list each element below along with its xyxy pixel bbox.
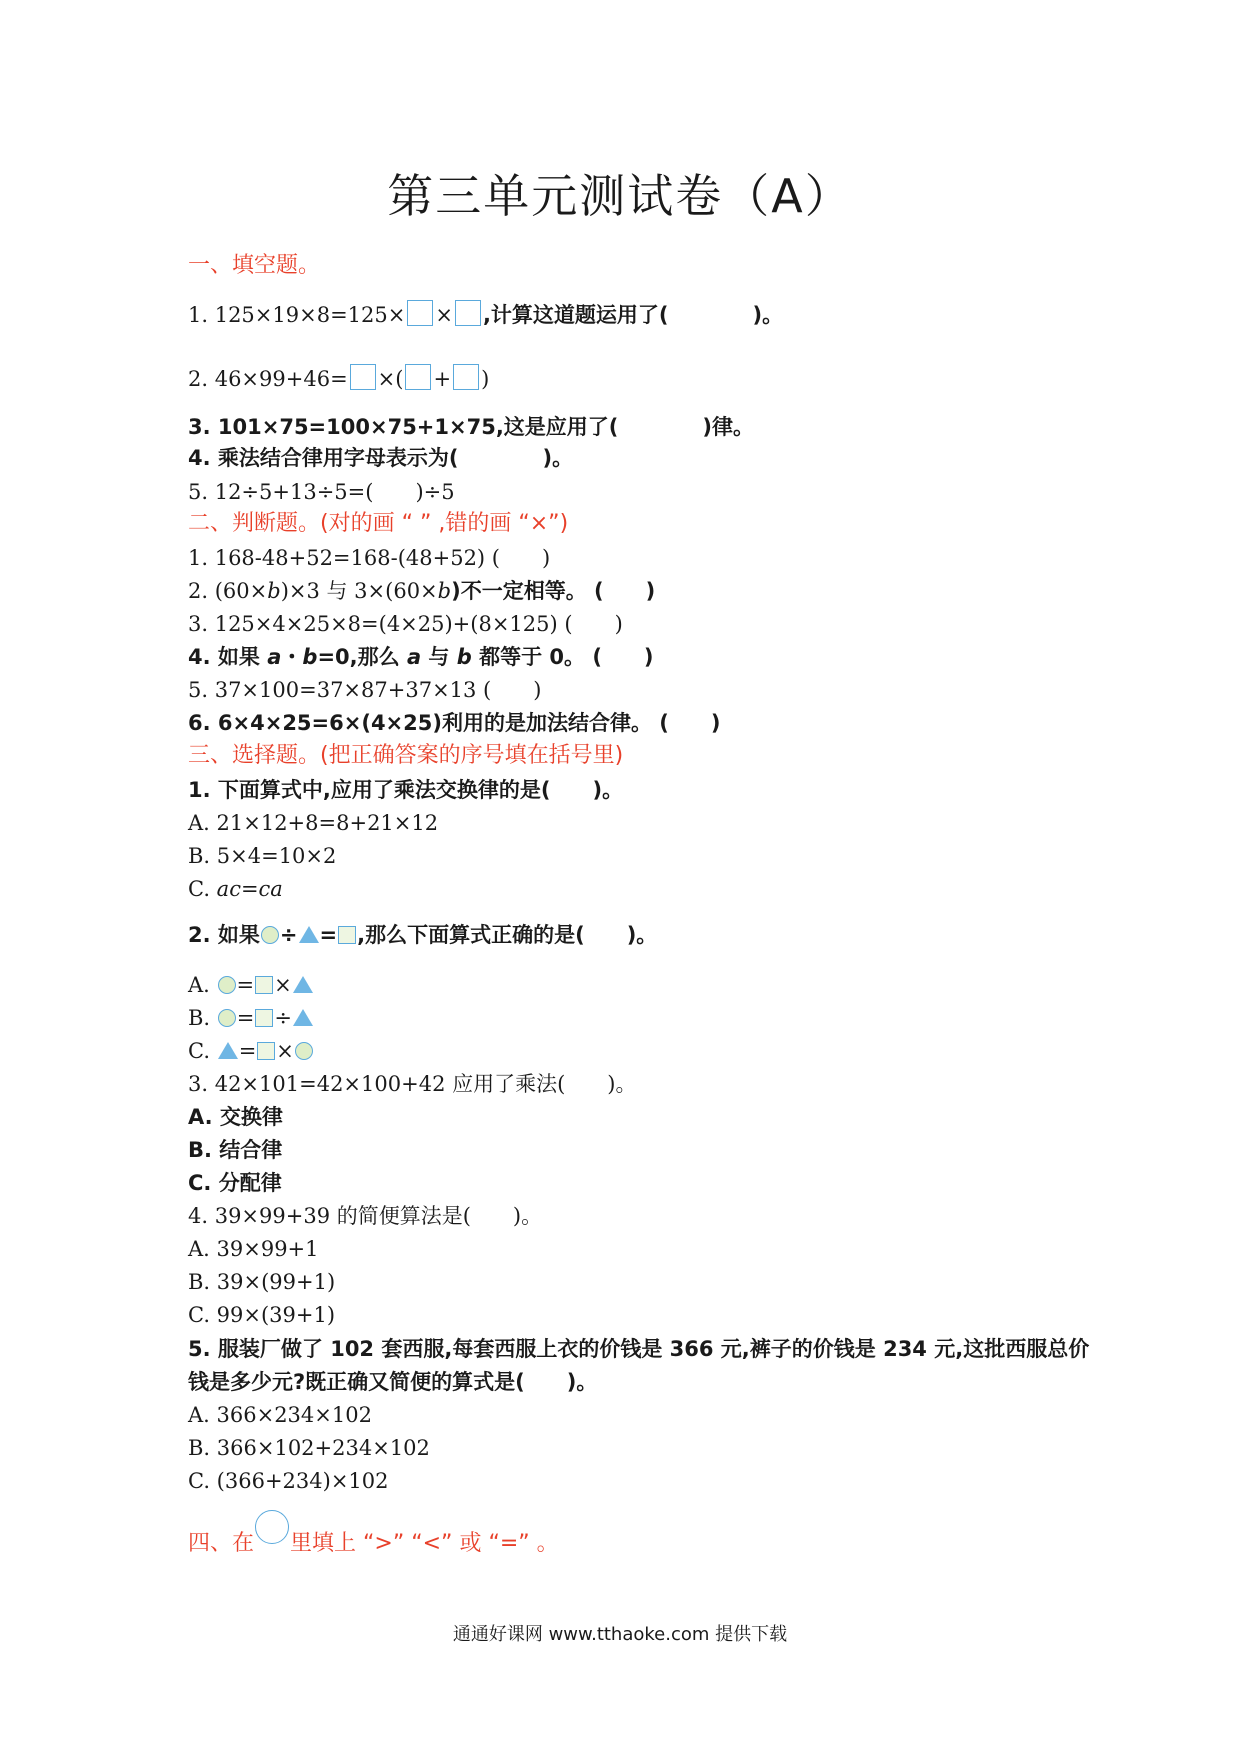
s2-q4 [188,643,654,671]
s2-q2-p1: 2. (60× [188,579,268,603]
s2-q4-var: b [456,645,472,669]
s3-q5-option-b: B. 366×102+234×102 [188,1436,430,1460]
section3-heading: 三、选择题。(把正确答案的序号填在括号里) [188,743,624,768]
footer-text: 通通好课网 www.tthaoke.com 提供下载 [452,1624,788,1645]
s3-q2-tail: ,那么下面算式正确的是( )。 [357,923,658,947]
option-label: C. [188,1039,210,1063]
s3-q4: 4. 39×99+39 的简便算法是( )。 [188,1204,543,1228]
square-icon [338,926,356,944]
div-sign: ÷ [274,1006,293,1030]
s2-q2-var: b [267,579,281,603]
answer-box[interactable] [405,364,431,390]
square-icon [255,1009,273,1027]
answer-box[interactable] [350,364,376,390]
triangle-icon [293,1009,313,1026]
option-label: B. [188,1006,211,1030]
s1-q4: 4. 乘法结合律用字母表示为( )。 [188,446,574,470]
square-icon [257,1042,275,1060]
s3-q2-p1: 2. 如果 [188,923,260,947]
answer-box[interactable] [453,364,479,390]
option-label: A. [188,973,210,997]
s2-q4-p2: =0,那么 [317,645,407,669]
s3-q3-option-c: C. 分配律 [188,1171,282,1195]
s2-q3: 3. 125×4×25×8=(4×25)+(8×125) ( ) [188,612,623,636]
eq-sign: = [236,1006,255,1030]
s1-q2-plus: + [433,367,452,391]
s2-q2-p3: )不一定相等。 ( ) [451,579,656,603]
s3-q2 [188,921,657,949]
s1-q1 [188,300,783,329]
s1-q2-text: 2. 46×99+46= [188,367,348,391]
times-sign: × [274,973,292,997]
answer-box[interactable] [407,300,433,326]
s1-q5: 5. 12÷5+13÷5=( )÷5 [188,480,455,504]
s2-q1: 1. 168-48+52=168-(48+52) ( ) [188,546,551,570]
s3-q1-option-b: B. 5×4=10×2 [188,844,337,868]
s3-q5-line1: 5. 服装厂做了 102 套西服,每套西服上衣的价钱是 366 元,裤子的价钱是 234 元,这批西服总价 [188,1337,1090,1361]
eq-sign: = [238,1039,257,1063]
circle-icon [295,1042,313,1060]
circle-icon [255,1510,289,1544]
eq-sign: = [236,973,255,997]
s1-q1-op: × [435,303,453,327]
s3-q3-option-a: A. 交换律 [188,1105,283,1129]
s2-q4-dot: ・ [281,645,303,669]
circle-icon [261,926,279,944]
s1-q1-tail: ,计算这道题运用了( )。 [482,303,784,327]
triangle-icon [218,1042,238,1059]
page-title: 第三单元测试卷（A） [387,169,853,223]
s3-q1-option-c [188,875,283,903]
option-label: C. [188,877,217,901]
option-text: ac=ca [216,877,283,901]
s2-q4-var: a [267,645,282,669]
s2-q2 [188,577,655,605]
s3-q2-option-c [188,1037,314,1065]
s1-q2-close: ) [481,367,490,391]
s3-q2-option-b [188,1004,314,1032]
s1-q1-text: 1. 125×19×8=125× [188,303,406,327]
answer-box[interactable] [455,300,481,326]
s2-q4-p3: 与 [421,645,457,669]
s2-q2-p2: )×3 与 3×(60× [280,579,438,603]
s3-q3-text: 3. 42×101=42×100+42 应用了乘法( )。 [188,1072,637,1096]
s1-q2-op: ×( [377,367,404,391]
s2-q6: 6. 6×4×25=6×(4×25)利用的是加法结合律。 ( ) [188,711,721,735]
s2-q4-var: b [302,645,318,669]
section1-heading: 一、填空题。 [188,253,321,278]
s2-q5: 5. 37×100=37×87+37×13 ( ) [188,678,542,702]
s3-q4-option-c: C. 99×(39+1) [188,1303,336,1327]
s2-q4-p1: 4. 如果 [188,645,268,669]
square-icon [255,976,273,994]
s1-q2 [188,364,489,393]
s4-heading-p1: 四、在 [188,1531,255,1556]
section4-heading [188,1518,559,1558]
s3-q2-option-a [188,971,314,999]
s3-q5-line2: 钱是多少元?既正确又简便的算式是( )。 [188,1370,598,1394]
s2-q4-p4: 都等于 0。 ( ) [471,645,654,669]
s3-q2-eq: = [319,923,338,947]
s3-q3-option-b: B. 结合律 [188,1138,283,1162]
s3-q4-option-b: B. 39×(99+1) [188,1270,336,1294]
s4-heading-p2: 里填上 “>” “<” 或 “=” 。 [290,1531,559,1556]
s3-q5-option-c: C. (366+234)×102 [188,1469,389,1493]
circle-icon [218,1009,236,1027]
s3-q3 [188,1070,637,1098]
s3-q1-option-a: A. 21×12+8=8+21×12 [188,811,439,835]
s3-q5-option-a: A. 366×234×102 [188,1403,372,1427]
s2-q4-var: a [406,645,422,669]
times-sign: × [276,1039,294,1063]
circle-icon [218,976,236,994]
section2-heading: 二、判断题。(对的画 “ ” ,错的画 “×”) [188,511,569,536]
s2-q2-var: b [437,579,452,603]
triangle-icon [299,926,319,943]
triangle-icon [293,976,313,993]
s1-q3: 3. 101×75=100×75+1×75,这是应用了( )律。 [188,415,755,439]
s3-q1: 1. 下面算式中,应用了乘法交换律的是( )。 [188,778,624,802]
s3-q2-div: ÷ [279,923,298,947]
s3-q4-option-a: A. 39×99+1 [188,1237,319,1261]
